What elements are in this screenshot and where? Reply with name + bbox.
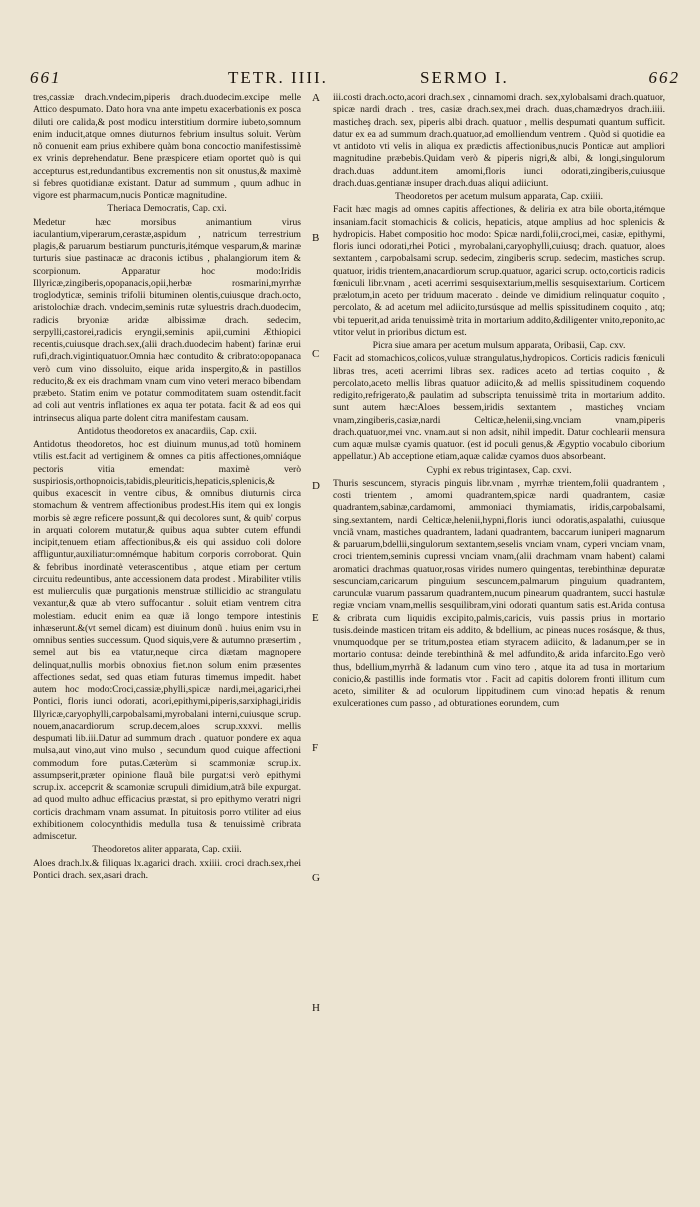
page-number-right: 662 [648,68,680,87]
paragraph: Antidotus theodoretos, hoc est diuinum munus,ad totũ hominem vtilis est.facit ad vertiginem & omnes ca pitis affectiones,omniáque pectoris vitia emendat: maximè verò suspiriosis,orthopnoicis,tabidis,pleuriticis,hepaticis,splenicis,& quibus exacescit in ventre cibus, & omnibus diuturnis circa stomachum & ventrem affectionibus prodest.His item qui ex longis morbis sè ægre reficere possunt,& qui decolores sunt, & quib' corpus in arquati colorem mutatur,& quibus aqua subter cutem effundi incipit,tenuem etiam affectionibus,& eis qui assiduo coli dolore affliguntur,auxiliatur:omnémque habitum corporis corroborat. Quin & febribus inordinatè veterascentibus , atque etiam per certum circuitu redeuntibus, ante accessionem data prodest . Mirabiliter vtilis est mulierculis quæ purgationis menstruæ stillicidio ac strangulatu vexantur,& quæ ab vtero suffocantur . soluit etiam ventrem citra molestiam. educit enim ea quæ iã longo tempore intestinis inhæserunt.&(vt semel dicam) est diuinum donũ . huius enim vsu in omnibus senties successum. Quod siquis,vere & autumno præsertim , semel aut bis ea vtatur,neque circa diætam magnopere delinquat,nullis morbis obnoxius fiet.non solum enim præsentes affectiones sedat, sed quas etiam futuras timemus impedit. habet autem hoc modo:Croci,cassiæ,phylli,spicæ nardi,mei,agarici,rhei Pontici, floris iunci odorati, acori,epithymi,piperis,sarxiphagi,iridis Illyricæ,caryophylli,carpobalsami,myrobalani interni,cuiusque scrup. nouem,anacardiorum scrup.decem,aloes scrup.xxxvi. mellis despumati lib.iii.Datur ad summum drach . quatuor pondere ex aqua mulsa,aut vino,aut vino mulso , secundum quod cuique affectioni commodum fore putas.Cæterùm si scammoniæ scrup.ix. assumpserit,præter opinione flauã bile purgat:si verò epithymi scrup.ix. accepcrit & scamoniæ scrupuli dimidium,atrã bile expurgat. ad quod multo adhuc efficacius præstat, si pro epithymo veratri nigri corticis drachmam vnam assumat. In pituitosis porro vtiliter ad eius exhibitionem colocynthidis medulla tusa & tenuissimè cribrata admiscetur. [33,439,301,842]
right-column [333,92,665,1170]
chapter-heading: Picra siue amara per acetum mulsum apparata, Oribasii, Cap. cxv. [372,340,626,351]
margin-letter-e: E [312,612,319,624]
running-title-left: TETR. IIII. [228,68,328,87]
chapter-heading: Theriaca Democratis, Cap. cxi. [107,203,227,215]
margin-letter-c: C [312,348,320,360]
chapter-heading: Antidotus theodoretos ex anacardiis, Cap. cxii. [77,425,257,437]
margin-letter-g: G [312,872,320,884]
paragraph: Thuris sescuncem, styracis pinguis libr.vnam , myrrhæ trientem,folii quadrantem , costi trientem , amomi quadrantem,spicæ nardi quadrantem, casiæ quadrantem,sabinæ,cardamomi, ammoniaci thymiamatis, iridis,carpobalsami, sing.sextantem, nardi Celticæ,helenii,hypni,floris iunci odoratis,aspalathi, cuiusque vnciã vnam, mastiches quadrantem, ladani quadrantem, baccarum iuniperi magnarum & paruarum,bdellii,singulorum sextantem,seselis vnciam vnam, cyperi vnciam vnam, croci trientem,seminis cupressi vnciam vnam,(alii drachmam vnam habent) calami aromatici drachmas quatuor,rosas virides numero quingentas, terebinthinæ depuratæ sescunciam,caricarum pinguium sescuncem,palmarum pinguium quadrantem, carunculæ vuarum passarum quadrantem,nucum pinearum quadrantem, succi hastulæ regiæ vnciam vnam,mellis sesquilibram,vini odorati quantum satis est.Arida contusa & cribrata cum liquidis excipito,palmis,caricis, vuis passis prius in mortario tusis.deinde masticen tritam eis addito, & bdellium, ac pineas nuces rosásque, & thus, vnumquodque per se tritum,postea etiam styracem adiicito, & ladanum,per se in mortario contusa: deinde terebinthinã & mel adfundito,& arida infarcito.Ego verò thus, bdellium,myrrhã & ladanum cum vino tero , atque ita ad tusa in mortarium conicio,& pastillis inde formatis vtor . Facit ad capitis dolorem fronti illitum cum aceto, similiter & ad oculorum lippitudinem cum vino:ad hepatis & renum exulcerationes cum passo , ad obturationes eorundem, cum [333,477,665,710]
chapter-heading: Theodoretos aliter apparata, Cap. cxiii. [92,844,242,856]
page-number-left: 661 [30,68,62,87]
paragraph: Aloes drach.lx.& filiquas lx.agarici drach. xxiiii. croci drach.sex,rhei Pontici drach. sex,asari drach. [33,857,301,881]
margin-letter-d: D [312,480,320,492]
chapter-heading: Cyphi ex rebus trigintasex, Cap. cxvi. [426,464,572,476]
paragraph: iii.costi drach.octo,acori drach.sex , cinnamomi drach. sex,xylobalsami drach.quatuor, spicæ nardi drach . tres, casiæ drach.sex,mei drach. duas,chamædryos drach.iiii. masticheş drach. sex, piperis albi drach. quatuor , mellis despumati quantum sufficit. datur ex ea ad summum drach.quatuor,ad emolliendum ventrem . Quòd si quotidie ea vt antidoto vti velis in aliqua ex prædictis affectionibus,nucis Ponticæ aut ampliori magnitudine præbebis.Quidam verò & piperis nigri,& albi, & longi,singulorum drach.duas addunt.item amomi,floris iunci odorati,zingiberis,cuiusque drach.duas.gentianæ insuper drach.duas aliqui adiiciunt. [333,92,665,189]
margin-letter-h: H [312,1002,320,1014]
paragraph: Facit ad stomachicos,colicos,vuluæ strangulatus,hydropicos. Corticis radicis fœniculi libras tres, aceti acerrimi libras sex. radices aceto ad tertias coquito , & percolato,aceto mellis libras quatuor adiicito,& ad mellis spissitudinem coquendo redigito,refrigerato,& paulatim ad subscripta tenuissimè trita in mortarium addito. sunt autem hæc:Aloes bessem,iridis sextantem , masticheş vnciam vnam,zingiberis,casiæ,nardi Celticæ,helenii,sing.vnciam vnam,piperis drach.quatuor,mei vnc. vnam.aut si non adsit, nihil impedit. Datur cochlearii mensura cum aquæ mulsæ cyamis quatuor. (est id poculi genus,& Ægyptio vocabulo ciborium appellatur.) Ab acceptione etiam,aquæ calidæ cyamos duos absorbeant. [333,353,665,463]
margin-letter-b: B [312,232,320,244]
running-title-right: SERMO I. [420,68,509,87]
paragraph: Medetur hæc morsibus animantium virus iaculantium,viperarum,cerastæ,aspidum , natricum terrestrium plagis,& paruarum bestiarum puncturis,itémque vesparum,& marinæ turturis siue pastinacæ ac draconis ictibus , phalangiorum item & scorpionum. Apparatur hoc modo:Iridis Illyricæ,zingiberis,opopanacis,opii,herbæ rosmarini,myrrhæ troglodyticæ, seminis trifolii bituminen olentis,cuiusque drach.octo, aristolochiæ drach. vndecim,seminis rutæ syluestris drach.duodecim, radicis bryoniæ aridæ albissimæ drach. sedecim, serpylli,castorei,radicis eryngii,seminis apii,cumini Æthiopici recentis,cuiusque drach.sex,(alii drach.duodecim habent) farinæ erui rufi,drach.vigintiquatuor.Omnia hæc contudito & cribrato:opopanaca verò cum vino dissoluito, eique arida inspergito,& in pastillos reducito,& ex eis drachmam vnam cum vino veteri meraco bibendam præbeto. Statim enim ve potatur commoditatem suam ostendit.facit ad coli aut ventris inflationes ex aqua ter potata. facit & ad eos qui intrinsecus aliqua parte dolent citra manifestam causam. [33,216,301,424]
margin-letter-a: A [312,92,320,104]
margin-letter-f: F [312,742,319,754]
chapter-heading: Theodoretos per acetum mulsum apparata, Cap. cxiiii. [394,191,604,202]
left-column [33,92,301,1170]
paragraph: Facit hæc magis ad omnes capitis affectiones, & deliria ex atra bile oborta,itémque insaniam.facit stomachicis & colicis, hepaticis, atque amplius ad hoc splenicis & hydropicis. Habet compositio hoc modo: Spicæ nardi,folii,croci,mei, casiæ, epithymi, floris iunci odorati,rhei Potici , myrobalani,caryophylli,cuiusq; drach. quatuor, aloes sextantem , carpobalsami scrup. sedecim, zingiberis scrup. sedecim, mastiches scrup. quatuor, iridis trientem,anacardiorum scrup.quatuor, agarici scrup. octo,corticis radicis fœniculi libr.vnam , aceti acerrimi sesquisextarium,mellis sesquisextarium. Corticem prælotum,in aceto per triduum macerato . deinde ve dimidium relinquatur coquito , percolato, & ad acetum mel adiicito,tursúsque ad mellis spissitudinem coquito , atq; vbi tepuerit,ad arida tenuissimè trita in mortarium addito,&diligenter vnito,reponito,ac vtitor velut in prioribus dictum est. [333,204,665,338]
paragraph: tres,cassiæ drach.vndecim,piperis drach.duodecim.excipe melle Attico despumato. Dato hora vna ante impetu exacerbationis ex posca diluti ore calida,& post modicu interstitium dormire iubeto,somnum enim inducit,atque omnes diuturnos febrium insultus soluit. Verùm nõ conuenit eam prius exhibere quàm bona concoctio manifestissimè ex vrinis deprehendatur. Bene præspicere etiam oportet quò is qui accepturus est,redundantibus excrementis non sit onustus,& maximè si febres quotidianæ existant. Datur ad summum , quum adhuc in vigore est pharmacum,nucis Ponticæ magnitudine. [33,92,301,201]
running-header [30,58,680,88]
